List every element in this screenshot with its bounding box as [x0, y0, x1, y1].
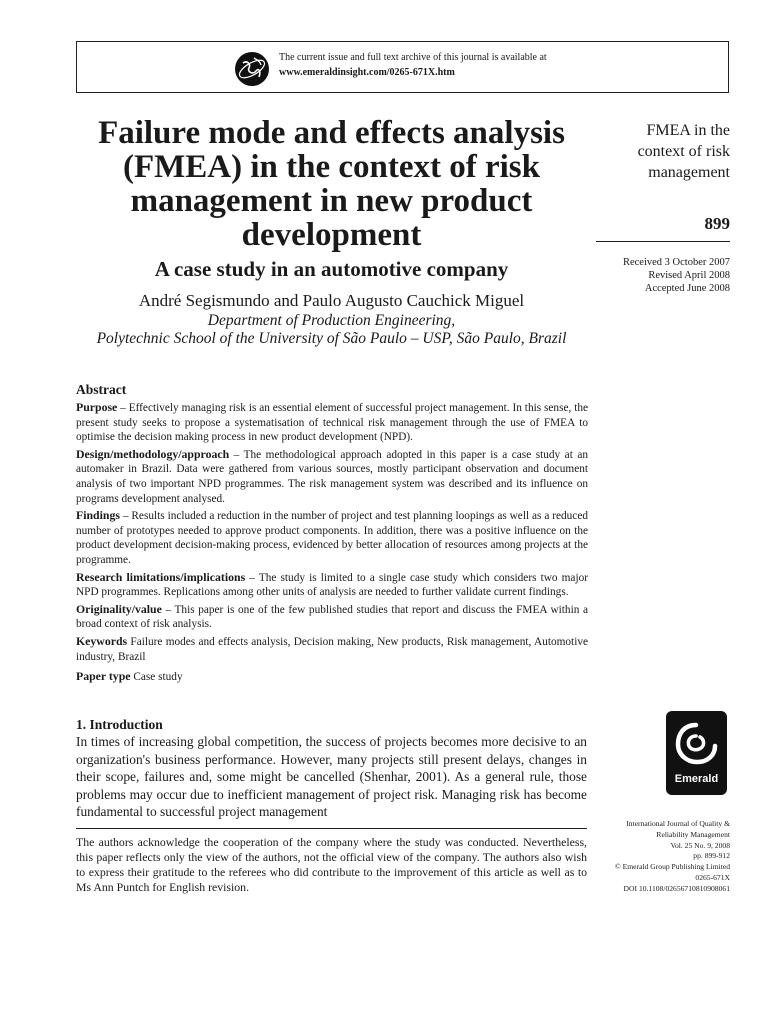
findings-text: – Results included a reduction in the number of project and test planning loopings as well as a reduced number of prototypes needed to approve product components. In addition, there was a positive influence on the product development decision-making process, evidenced by better allocation of resources among projects at the programme. — [76, 510, 588, 566]
limitations-text: – The study is limited to a single case study which considers two major NPD programmes. Replications among other units of analysis are needed to further validate current findings. — [76, 571, 588, 599]
journal-issn: 0265-671X — [695, 872, 730, 882]
abstract-findings — [76, 508, 588, 567]
acknowledgement-footnote: The authors acknowledge the cooperation of the company where the study was conducted. Nevertheless, this paper reflects only the view of the authors, not the official view of the company. The authors also wish to express their gratitude to the referees who did contribute to the improvement of this article as well as to Ms Ann Puntch for English revision. — [76, 835, 587, 894]
keywords-label: Keywords — [76, 633, 128, 648]
abstract-paper-type — [76, 669, 588, 685]
paper-subtitle: A case study in an automotive company — [154, 257, 509, 281]
banner-availability-text: The current issue and full text archive of this journal is available at — [279, 52, 547, 63]
abstract — [76, 381, 588, 687]
originality-label: Originality/value — [76, 601, 162, 616]
paper-title: Failure mode and effects analysis (FMEA) in the context of risk management in new product development — [98, 115, 565, 253]
journal-citation-info — [590, 819, 730, 895]
abstract-design — [76, 447, 588, 506]
limitations-label: Research limitations/implications — [76, 569, 246, 584]
journal-name-line1: International Journal of Quality & — [626, 819, 730, 828]
journal-doi: DOI 10.1108/02656710810908061 — [623, 883, 730, 893]
originality-text: – This paper is one of the few published studies that report and discuss the FMEA within a broad context of risk analysis. — [76, 603, 588, 631]
abstract-heading: Abstract — [76, 382, 127, 397]
revised-date: Revised April 2008 — [648, 270, 730, 282]
received-date: Received 3 October 2007 — [622, 257, 730, 268]
affiliation-institution: Polytechnic School of the University of São Paulo – USP, São Paulo, Brazil — [96, 330, 567, 347]
banner-journal-link[interactable]: www.emeraldinsight.com/0265-671X.htm — [279, 67, 455, 78]
abstract-originality — [76, 602, 588, 632]
accepted-date: Accepted June 2008 — [644, 283, 730, 295]
abstract-purpose — [76, 400, 588, 445]
footnote-divider — [76, 828, 587, 829]
purpose-text: – Effectively managing risk is an essential element of successful project management. In this sense, the present study seeks to propose a systematisation of technical risk management through the use of FMEA to optimise the decision making process in new product development (NPD). — [76, 402, 588, 444]
introduction-heading: 1. Introduction — [76, 717, 163, 732]
design-label: Design/methodology/approach — [76, 446, 230, 461]
running-head: FMEA in the context of risk management — [637, 122, 730, 181]
submission-dates — [596, 256, 730, 296]
journal-copyright: © Emerald Group Publishing Limited — [614, 862, 730, 872]
emerald-swirl-icon — [666, 715, 727, 775]
journal-pages: pp. 899-912 — [693, 851, 730, 861]
introduction-text: In times of increasing global competition, the success of projects becomes more decisive to an organization's business performance. However, many projects still present delays, changes in their scope, failures and, some might be cancelled (Shenhar, 2001). As a general rule, those problems may occur due to inefficient management of project risk. Managing risk has become fundamental to successful project management — [76, 734, 587, 819]
paper-type-text: Case study — [130, 671, 183, 684]
paper-type-label: Paper type — [76, 669, 131, 684]
globe-icon — [234, 51, 270, 87]
margin-divider — [596, 241, 730, 242]
abstract-limitations — [76, 570, 588, 600]
abstract-keywords — [76, 634, 588, 664]
page-number: 899 — [704, 214, 730, 233]
journal-name-line2: Reliability Management — [656, 829, 730, 839]
purpose-label: Purpose — [76, 400, 118, 414]
keywords-text: Failure modes and effects analysis, Decision making, New products, Risk management, Automotive industry, Brazil — [76, 635, 588, 663]
findings-label: Findings — [76, 508, 120, 523]
design-text: – The methodological approach adopted in this paper is a case study at an automaker in Brazil. Data were gathered from various sources, mostly participant observation and document analysis of two important NPD programmes. The risk management system was described and its influence on programs development analysed. — [76, 448, 588, 505]
emerald-logo-wordmark: Emerald — [674, 773, 719, 785]
paper-authors: André Segismundo and Paulo Augusto Cauchick Miguel — [138, 291, 525, 310]
journal-volume: Vol. 25 No. 9, 2008 — [670, 840, 730, 850]
affiliation-department: Department of Production Engineering, — [207, 312, 456, 329]
